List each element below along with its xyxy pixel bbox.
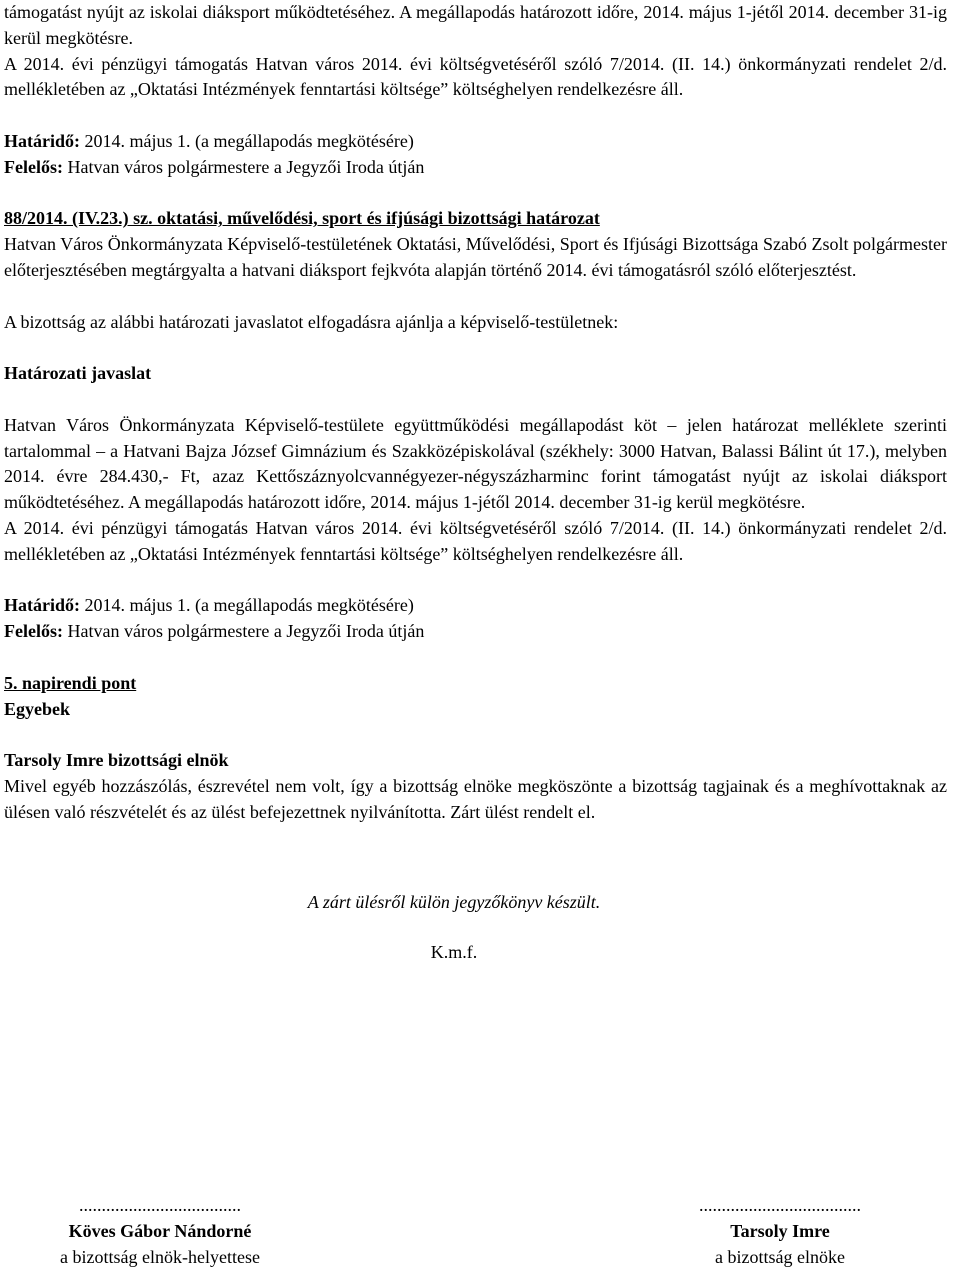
agenda-title: Egyebek bbox=[4, 698, 71, 719]
recommendation-text: A bizottság az alábbi határozati javaslatot elfogadásra ajánlja a képviselő-testületnek: bbox=[4, 311, 619, 332]
signatory-role: a bizottság elnöke bbox=[715, 1246, 845, 1267]
proposal-responsible-label: Felelős: bbox=[4, 621, 63, 642]
speaker-name: Tarsoly Imre bizottsági elnök bbox=[4, 750, 229, 771]
document-page bbox=[4, 0, 947, 966]
resolution-title: 88/2014. (IV.23.) sz. oktatási, művelődési, sport és ifjúsági bizottsági határozat bbox=[4, 208, 600, 229]
resolution-intro: Hatvan Város Önkormányzata Képviselő-testületének Oktatási, Művelődési, Sport és Ifjúsági Bizottsága Szabó Zsolt polgármester előterjesztésében megtárgyalta a hatvani diáksport fejkvóta alapján történő 2014. évi támogatásról szóló előterjesztést. bbox=[4, 234, 947, 280]
signatory-name: Köves Gábor Nándorné bbox=[68, 1220, 252, 1241]
responsible-line bbox=[4, 155, 947, 181]
proposal-responsible-text: Hatvan város polgármestere a Jegyzői Iroda útján bbox=[62, 621, 425, 642]
signature-dots: .................................... bbox=[79, 1195, 241, 1215]
signatory-role: a bizottság elnök-helyettese bbox=[60, 1246, 260, 1267]
kmf-note: K.m.f. bbox=[430, 942, 478, 963]
signature-dots: .................................... bbox=[699, 1195, 861, 1215]
deadline-text: 2014. május 1. (a megállapodás megkötésére) bbox=[80, 130, 414, 151]
proposal-heading: Határozati javaslat bbox=[4, 363, 152, 384]
proposal-deadline-label: Határidő: bbox=[4, 595, 80, 616]
proposal-deadline-line bbox=[4, 593, 947, 619]
signature-block-right bbox=[620, 1193, 940, 1270]
deadline-line bbox=[4, 129, 947, 155]
paragraph-support-continuation: támogatást nyújt az iskolai diáksport működtetéséhez. A megállapodás határozott időre, 2014. május 1-jétől 2014. december 31-ig kerül megkötésre. bbox=[4, 2, 947, 48]
signature-block-left bbox=[0, 1193, 320, 1270]
proposal-responsible-line bbox=[4, 619, 947, 645]
proposal-paragraph: Hatvan Város Önkormányzata Képviselő-testülete együttműködési megállapodást köt – jelen határozat melléklete szerinti tartalommal – a Hatvani Bajza József Gimnázium és Szakközépiskolával (székhely: 3000 Hatvan, Balassi Bálint út 17.), melyben 2014. évre 284.430,- Ft, azaz Kettőszáznyolcvannégyezer-négyszázharminc forint támogatást nyújt az iskolai diáksport működtetéséhez. A megállapodás határozott időre, 2014. május 1-jétől 2014. december 31-ig kerül megkötésre. bbox=[4, 414, 947, 513]
closed-session-note: A zárt ülésről külön jegyzőkönyv készült. bbox=[307, 891, 601, 912]
responsible-text: Hatvan város polgármestere a Jegyzői Iroda útján bbox=[62, 156, 425, 177]
paragraph-budget-source: A 2014. évi pénzügyi támogatás Hatvan város 2014. évi költségvetéséről szóló 7/2014. (II. 14.) önkormányzati rendelet 2/d. mellékletében az „Oktatási Intézmények fenntartási költsége” költséghelyen rendelkezésre áll. bbox=[4, 53, 947, 100]
deadline-label: Határidő: bbox=[4, 130, 80, 151]
signatory-name: Tarsoly Imre bbox=[730, 1220, 830, 1241]
closing-remarks: Mivel egyéb hozzászólás, észrevétel nem volt, így a bizottság elnöke megköszönte a bizottság tagjainak és a meghívottaknak az ülésen való részvételét és az ülést befejezettnek nyilvánította. Zárt ülést rendelt el. bbox=[4, 775, 947, 822]
agenda-point-heading: 5. napirendi pont bbox=[4, 672, 137, 693]
proposal-budget-paragraph: A 2014. évi pénzügyi támogatás Hatvan város 2014. évi költségvetéséről szóló 7/2014. (II. 14.) önkormányzati rendelet 2/d. mellékletében az „Oktatási Intézmények fenntartási költsége” költséghelyen rendelkezésre áll. bbox=[4, 517, 947, 564]
responsible-label: Felelős: bbox=[4, 156, 63, 177]
proposal-deadline-text: 2014. május 1. (a megállapodás megkötésére) bbox=[80, 595, 414, 616]
